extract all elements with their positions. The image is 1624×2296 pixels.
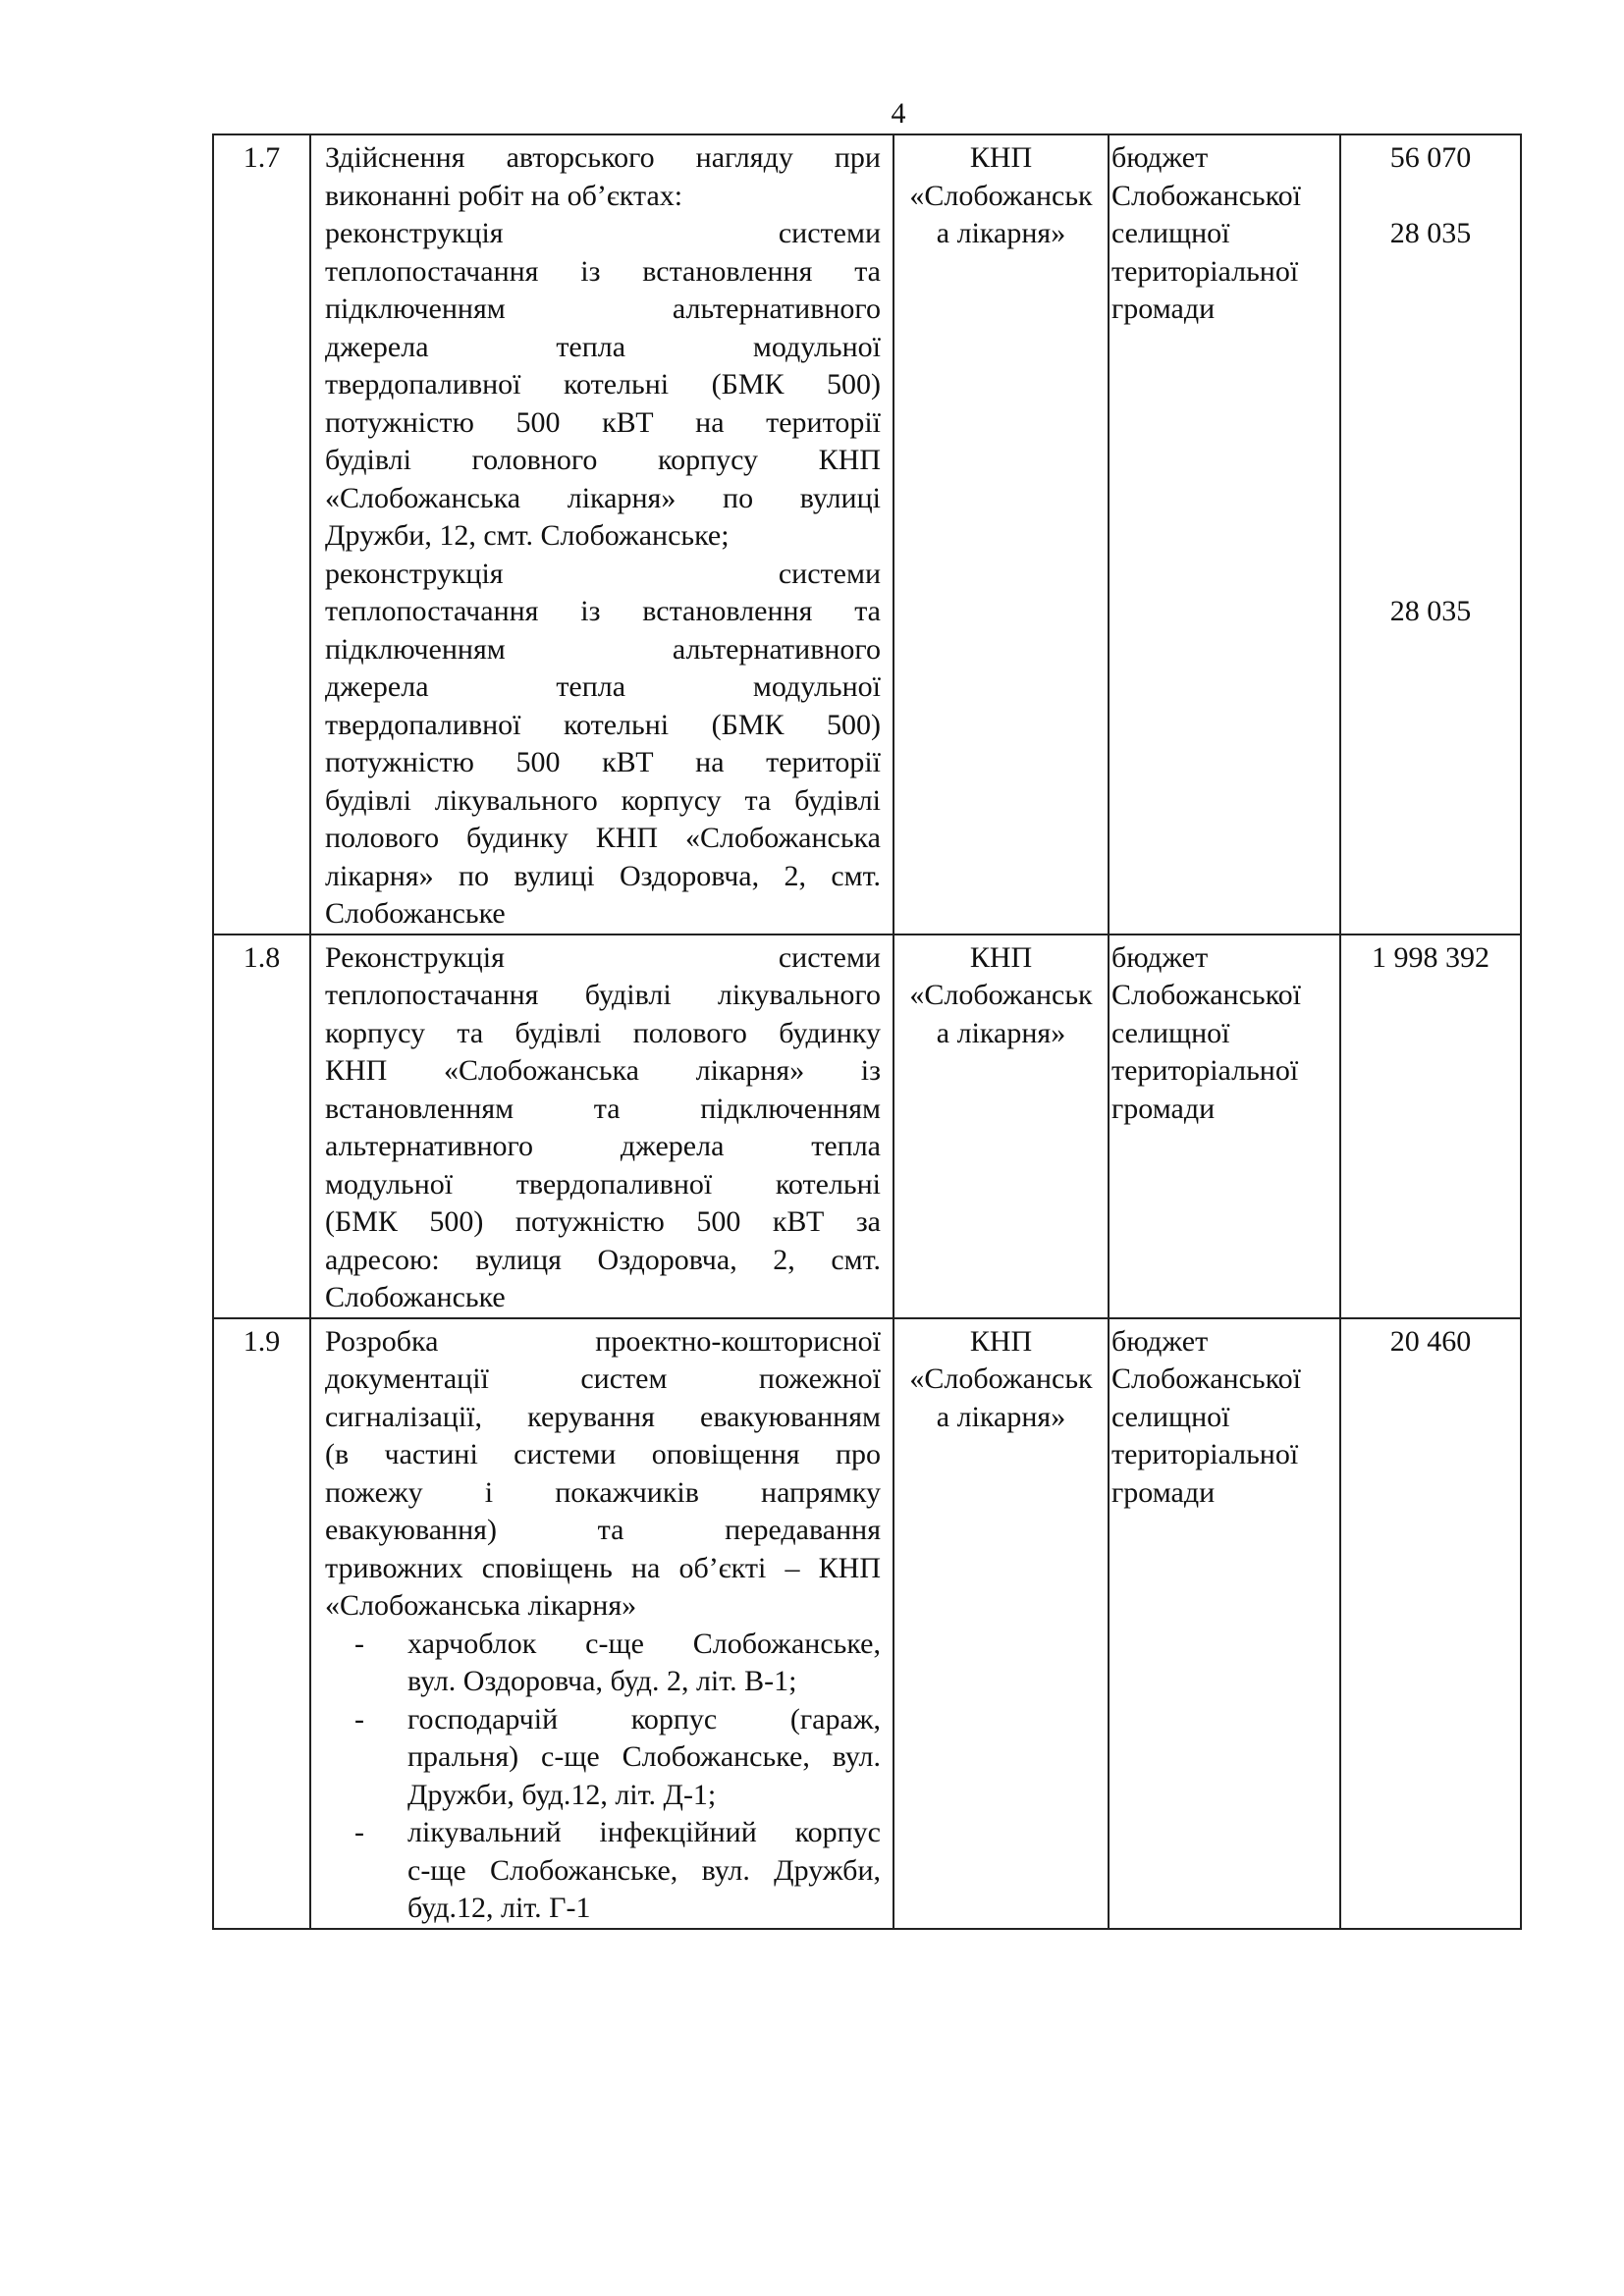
description-line: виконанні робіт на об’єктах: bbox=[325, 179, 683, 212]
description-line: тривожних сповіщень на об’єкті – КНП bbox=[325, 1551, 881, 1584]
object-list-item bbox=[325, 1701, 881, 1815]
amount-value: 28 035 bbox=[1389, 595, 1472, 627]
description-line: джерела тепла модульної bbox=[325, 670, 881, 703]
description-cell bbox=[310, 934, 893, 1318]
description-line: лікарня» по вулиці Оздоровча, 2, смт. bbox=[325, 859, 881, 892]
executor-cell bbox=[893, 1318, 1109, 1929]
object-line: лікувальний інфекційний корпус bbox=[407, 1816, 881, 1848]
description-line: модульної твердопаливної котельні bbox=[325, 1167, 881, 1201]
funding-source-line: селищної bbox=[1111, 1400, 1230, 1433]
description-line: теплопостачання із встановлення та bbox=[325, 595, 881, 627]
funding-source-line: бюджет bbox=[1111, 1324, 1209, 1358]
object-line: с-ще Слобожанське, вул. Дружби, bbox=[407, 1853, 881, 1887]
amount-spacer bbox=[1341, 253, 1520, 292]
description-line: корпусу та будівлі полового будинку bbox=[325, 1016, 881, 1049]
description-line: евакуювання) та передавання bbox=[325, 1514, 881, 1546]
row-number-cell bbox=[213, 934, 310, 1318]
executor-cell bbox=[893, 934, 1109, 1318]
description-line: Слобожанське bbox=[325, 1281, 506, 1313]
description-line: реконструкція системи bbox=[325, 557, 881, 590]
description-line: джерела тепла модульної bbox=[325, 330, 881, 363]
description-line: сигналізації, керування евакуюванням bbox=[325, 1400, 881, 1433]
description-line: полового будинку КНП «Слобожанська bbox=[325, 822, 881, 854]
funding-source-cell bbox=[1109, 134, 1340, 934]
funding-source-line: бюджет bbox=[1111, 141, 1209, 174]
amount-value: 56 070 bbox=[1389, 141, 1472, 174]
description-line: альтернативного джерела тепла bbox=[325, 1130, 881, 1162]
budget-measures-table bbox=[212, 133, 1522, 1930]
funding-source-line: бюджет bbox=[1111, 940, 1209, 974]
funding-source-line: Слобожанської bbox=[1111, 1362, 1301, 1395]
amount-spacer bbox=[1341, 556, 1520, 594]
object-line: господарчій корпус (гараж, bbox=[407, 1702, 881, 1735]
object-list bbox=[325, 1626, 881, 1928]
page-number: 4 bbox=[891, 97, 906, 130]
object-list-item bbox=[325, 1814, 881, 1928]
list-dash: - bbox=[354, 1702, 364, 1735]
description-line: Слобожанське bbox=[325, 897, 506, 930]
description-line: будівлі лікувального корпусу та будівлі bbox=[325, 783, 881, 817]
executor-line: КНП bbox=[969, 141, 1033, 174]
amount-spacer bbox=[1341, 442, 1520, 480]
table-row bbox=[213, 134, 1521, 934]
description-line: Розробка проектно-кошторисної bbox=[325, 1324, 881, 1358]
description-cell bbox=[310, 1318, 893, 1929]
amount-spacer bbox=[1341, 329, 1520, 367]
funding-source-line: територіальної bbox=[1111, 254, 1299, 288]
description-line: (БМК 500) потужністю 500 кВТ за bbox=[325, 1205, 881, 1238]
funding-source-cell bbox=[1109, 1318, 1340, 1929]
description-line: теплопостачання із встановлення та bbox=[325, 254, 881, 288]
description-line: підключенням альтернативного bbox=[325, 632, 881, 666]
description-cell bbox=[310, 134, 893, 934]
row-number-cell bbox=[213, 1318, 310, 1929]
funding-source-line: громади bbox=[1111, 1092, 1216, 1125]
executor-line: «Слобожанськ bbox=[909, 979, 1093, 1011]
object-line: харчоблок с-ще Слобожанське, bbox=[407, 1627, 881, 1660]
description-line: підключенням альтернативного bbox=[325, 293, 881, 325]
description-line: встановленням та підключенням bbox=[325, 1092, 881, 1125]
amount-spacer bbox=[1341, 291, 1520, 329]
funding-source-line: громади bbox=[1111, 1475, 1216, 1509]
amount-cell bbox=[1340, 934, 1521, 1318]
executor-line: КНП bbox=[969, 940, 1033, 974]
list-dash: - bbox=[354, 1627, 364, 1660]
description-line: пожежу і покажчиків напрямку bbox=[325, 1475, 881, 1509]
executor-line: а лікарня» bbox=[936, 1016, 1066, 1049]
funding-source-line: Слобожанської bbox=[1111, 179, 1301, 212]
object-line: буд.12, літ. Г-1 bbox=[407, 1892, 591, 1924]
row-number: 1.8 bbox=[243, 940, 281, 974]
description-line: потужністю 500 кВТ на території bbox=[325, 746, 881, 778]
description-line: потужністю 500 кВТ на території bbox=[325, 405, 881, 439]
funding-source-cell bbox=[1109, 934, 1340, 1318]
funding-source-line: селищної bbox=[1111, 1016, 1230, 1049]
funding-source-line: громади bbox=[1111, 293, 1216, 325]
description-line: «Слобожанська лікарня» по вулиці bbox=[325, 481, 881, 514]
description-line: твердопаливної котельні (БМК 500) bbox=[325, 368, 881, 400]
row-number-cell bbox=[213, 134, 310, 934]
executor-line: «Слобожанськ bbox=[909, 1362, 1093, 1395]
description-line: документації систем пожежної bbox=[325, 1362, 881, 1395]
executor-line: «Слобожанськ bbox=[909, 179, 1093, 212]
description-line: Дружби, 12, смт. Слобожанське; bbox=[325, 519, 730, 552]
row-number: 1.7 bbox=[243, 141, 281, 174]
funding-source-line: селищної bbox=[1111, 217, 1230, 249]
amount-cell bbox=[1340, 134, 1521, 934]
funding-source-line: територіальної bbox=[1111, 1054, 1299, 1087]
row-number: 1.9 bbox=[243, 1324, 281, 1358]
description-line: Здійснення авторського нагляду при bbox=[325, 141, 881, 174]
description-line: Реконструкція системи bbox=[325, 940, 881, 974]
amount-spacer bbox=[1341, 480, 1520, 518]
funding-source-line: Слобожанської bbox=[1111, 979, 1301, 1011]
executor-line: КНП bbox=[969, 1324, 1033, 1358]
amount-spacer bbox=[1341, 178, 1520, 216]
table-body bbox=[213, 134, 1521, 1929]
description-line: КНП «Слобожанська лікарня» із bbox=[325, 1054, 881, 1087]
amount-spacer bbox=[1341, 517, 1520, 556]
amount-value: 1 998 392 bbox=[1372, 940, 1489, 974]
amount-spacer bbox=[1341, 404, 1520, 443]
table-row bbox=[213, 1318, 1521, 1929]
list-dash: - bbox=[354, 1816, 364, 1848]
amount-value: 20 460 bbox=[1389, 1324, 1472, 1358]
object-line: Дружби, буд.12, літ. Д-1; bbox=[407, 1778, 717, 1811]
object-list-item bbox=[325, 1626, 881, 1701]
table-row bbox=[213, 934, 1521, 1318]
amount-value: 28 035 bbox=[1389, 217, 1472, 249]
description-line: реконструкція системи bbox=[325, 217, 881, 249]
executor-cell bbox=[893, 134, 1109, 934]
description-line: твердопаливної котельні (БМК 500) bbox=[325, 708, 881, 741]
description-line: (в частині системи оповіщення про bbox=[325, 1438, 881, 1470]
description-line: теплопостачання будівлі лікувального bbox=[325, 979, 881, 1011]
object-line: вул. Оздоровча, буд. 2, літ. В-1; bbox=[407, 1665, 797, 1697]
amount-spacer bbox=[1341, 366, 1520, 404]
description-line: адресою: вулиця Оздоровча, 2, смт. bbox=[325, 1243, 881, 1276]
object-line: пральня) с-ще Слобожанське, вул. bbox=[407, 1740, 881, 1773]
executor-line: а лікарня» bbox=[936, 1400, 1066, 1433]
funding-source-line: територіальної bbox=[1111, 1438, 1299, 1470]
amount-cell bbox=[1340, 1318, 1521, 1929]
description-line: «Слобожанська лікарня» bbox=[325, 1589, 637, 1622]
executor-line: а лікарня» bbox=[936, 217, 1066, 249]
description-line: будівлі головного корпусу КНП bbox=[325, 444, 881, 476]
